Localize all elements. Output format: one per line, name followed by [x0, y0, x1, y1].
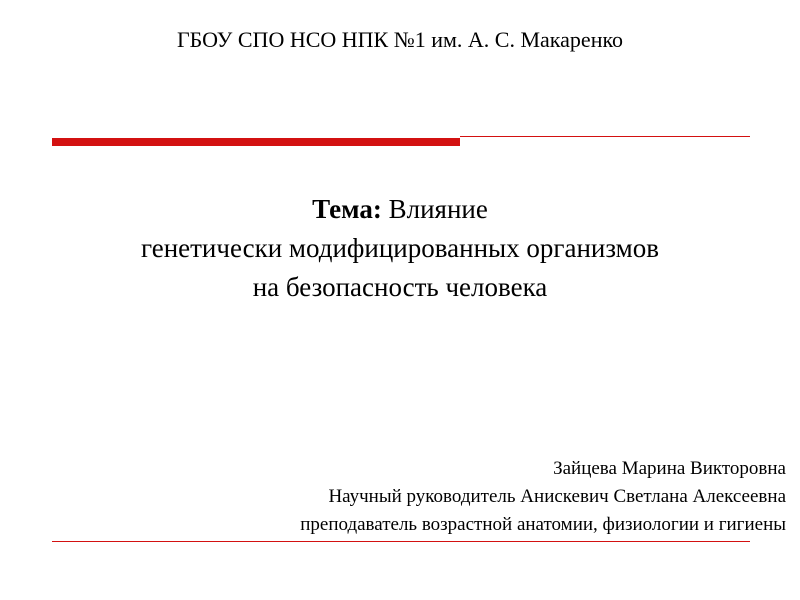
- institution-title: ГБОУ СПО НСО НПК №1 им. А. С. Макаренко: [176, 27, 624, 52]
- topic-first-line: [0, 190, 800, 229]
- topic-line-1: Влияние: [381, 194, 488, 224]
- supervisor-position: преподаватель возрастной анатомии, физиологии и гигиены: [300, 514, 786, 535]
- topic-label: Тема:: [312, 194, 382, 224]
- accent-line-thick: [52, 138, 460, 146]
- authors-block: [26, 455, 786, 539]
- topic-line-2: генетически модифицированных организмов: [141, 233, 659, 263]
- bottom-accent-line: [52, 541, 750, 542]
- student-name: Зайцева Марина Викторовна: [553, 458, 786, 479]
- supervisor-name: Научный руководитель Анискевич Светлана Алексеевна: [328, 486, 786, 507]
- topic-block: [0, 190, 800, 307]
- topic-line-3: на безопасность человека: [252, 272, 548, 302]
- accent-line-thin: [460, 136, 750, 137]
